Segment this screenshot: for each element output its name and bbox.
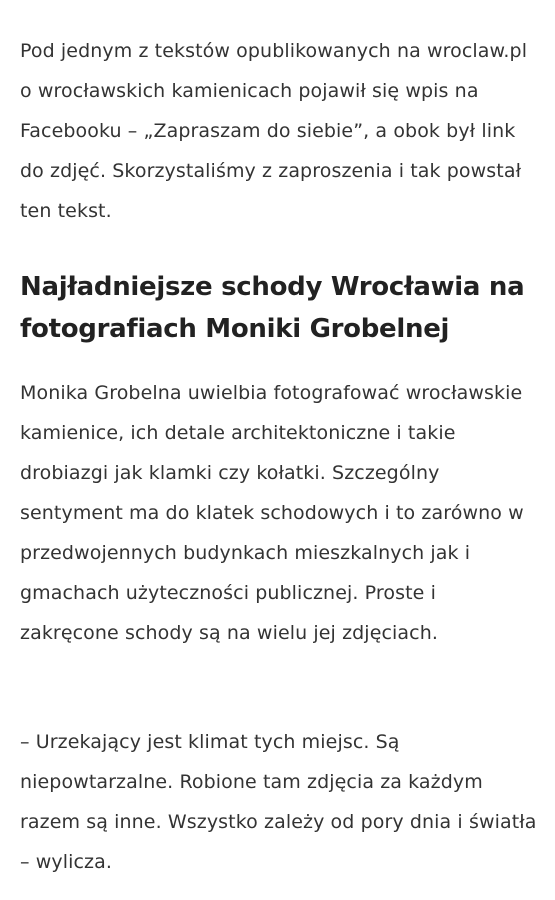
article-paragraph: Monika Grobelna uwielbia fotografować wrocławskie kamienice, ich detale architektoniczne i takie drobiazgi jak klamki czy kołatki. Szczególny sentyment ma do klatek schodowych i to zarówno w przedwojennych budynkach mieszkalnych jak i gmachach użyteczności publicznej. Proste i zakręcone schody są na wielu jej zdjęciach. <box>20 382 524 644</box>
article-paragraph: Pod jednym z tekstów opublikowanych na wroclaw.pl o wrocławskich kamienicach pojawił się wpis na Facebooku – „Zapraszam do siebie”, a obok był link do zdjęć. Skorzystaliśmy z zaproszenia i tak powstał ten tekst. <box>20 40 528 222</box>
section-heading: Najładniejsze schody Wrocławia na fotografiach Moniki Grobelnej <box>20 272 525 344</box>
article-paragraph: – Urzekający jest klimat tych miejsc. Są niepowtarzalne. Robione tam zdjęcia za każdym razem są inne. Wszystko zależy od pory dnia i światła – wylicza. <box>20 731 537 873</box>
